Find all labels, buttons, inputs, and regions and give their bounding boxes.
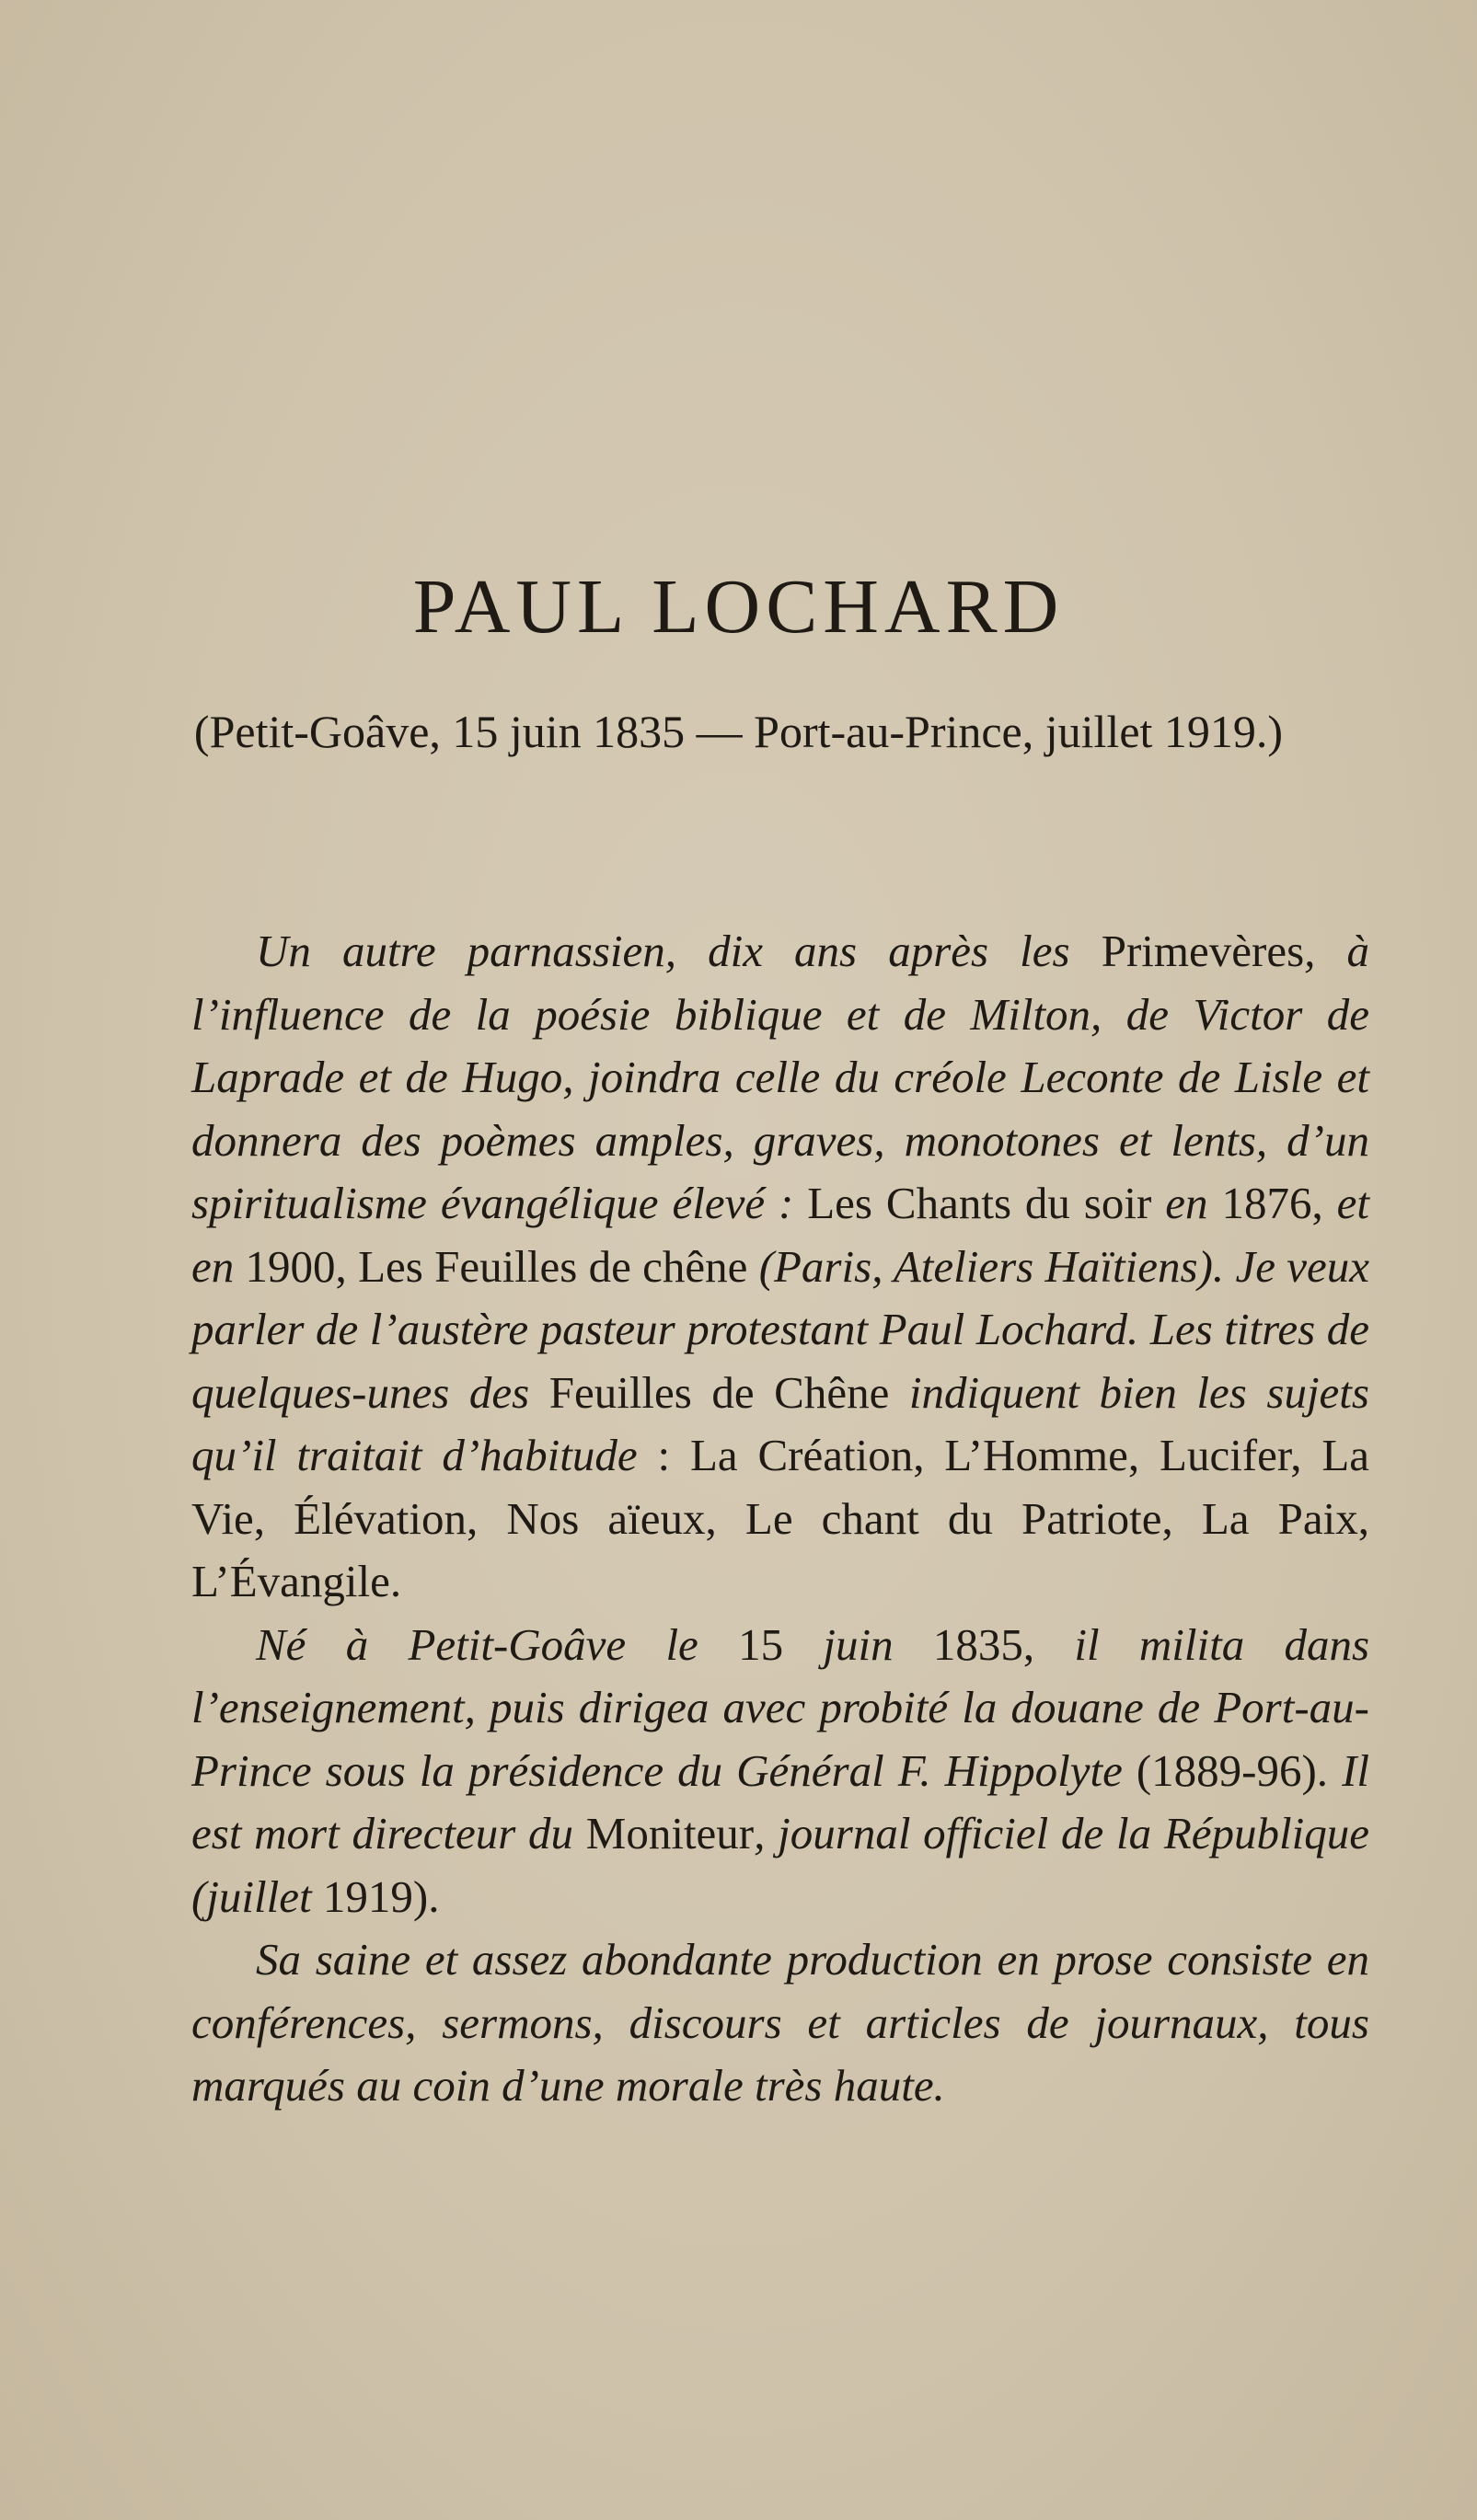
text-segment: indiquent bien les sujets qu’il traitait d’habitude [191,1366,1369,1480]
text-segment: 15 [738,1618,824,1670]
journal-title: Moniteur [585,1808,755,1858]
text-segment: 1919). [322,1870,440,1922]
text-segment: (1889-96). [1136,1744,1343,1796]
biography-text [191,920,1369,2118]
poem-titles: : La Création, L’Homme, Lucifer, La Vie, Élévation, Nos aïeux, Le chant du Patriote, La Paix, L’Évangile. [191,1430,1369,1606]
book-title: Feuilles de Chêne [548,1366,909,1418]
paragraph-3 [191,1928,1369,2118]
text-segment: Un autre parnassien, dix ans après les [256,926,1102,976]
text-segment: Né à Petit-Goâve le [256,1618,739,1670]
paragraph-2 [191,1614,1369,1929]
text-segment: et en [191,1178,1369,1292]
book-title: 1900, Les Feuilles de chêne [245,1240,759,1292]
life-dates: (Petit-Goâve, 15 juin 1835 — Port-au-Prince, juillet 1919.) [193,706,1284,757]
text-segment: 1876, [1221,1178,1337,1228]
page-title: PAUL LOCHARD [412,564,1065,650]
text-segment: juin [823,1618,933,1670]
text-segment: Il est mort directeur du [191,1744,1370,1858]
paragraph-1 [191,920,1369,1614]
text-segment: en [1165,1178,1222,1228]
book-title: Les Chants du soir [807,1178,1166,1228]
text-segment: , journal officiel de la République (juillet [191,1808,1369,1922]
text-segment: (Paris, Ateliers Haïtiens). Je veux parler de l’austère pasteur protestant Paul Lochard. Les titres de quelques-unes des [191,1240,1369,1418]
text-segment: , à l’influence de la poésie biblique et de Milton, de Victor de Laprade et de Hugo, joindra celle du créole Leconte de Lisle et donnera des poèmes amples, graves, monotones et lents, d’un spiritualisme évangélique élevé : [191,926,1369,1228]
book-title: Primevères [1101,926,1305,976]
text-segment: il milita dans l’enseignement, puis dirigea avec probité la douane de Port-au-Prince sous la présidence du Général F. Hippolyte [191,1618,1370,1796]
text-segment: Sa saine et assez abondante production en prose consiste en conférences, sermons, discours et articles de journaux, tous marqués au coin d’une morale très haute. [191,1934,1369,2111]
text-segment: 1835, [932,1618,1075,1670]
